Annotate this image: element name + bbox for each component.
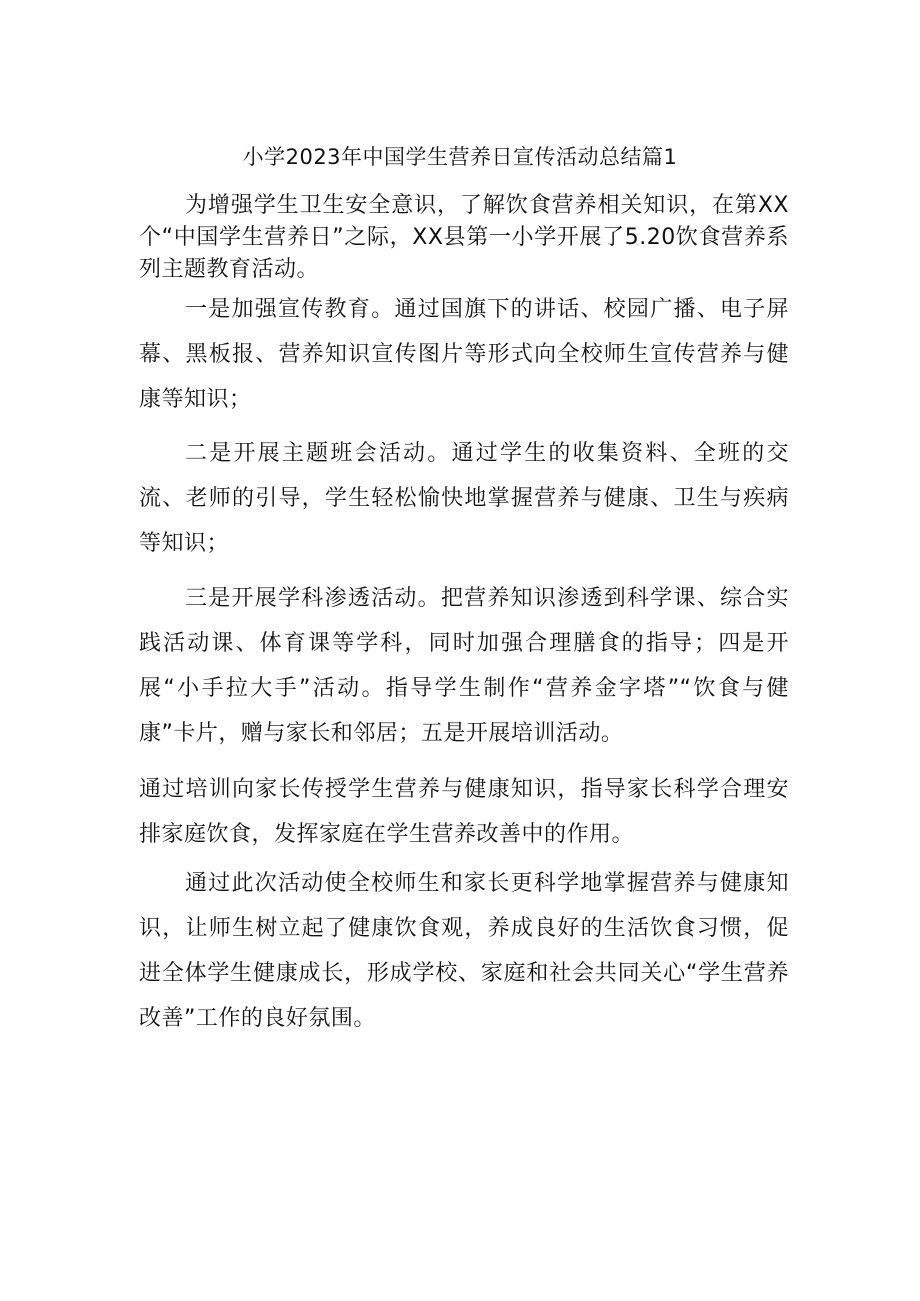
paragraph-subject-activities: 三是开展学科渗透活动。把营养知识渗透到科学课、综合实践活动课、体育课等学科，同时加强合理膳食的指导；四是开展“小手拉大手”活动。指导学生制作“营养金字塔”“饮食与健康”卡片，赠与家长和邻居；五是开展培训活动。: [139, 586, 789, 746]
paragraph-class-meeting: 二是开展主题班会活动。通过学生的收集资料、全班的交流、老师的引导，学生轻松愉快地掌握营养与健康、卫生与疾病等知识；: [139, 441, 789, 556]
paragraph-publicity: 一是加强宣传教育。通过国旗下的讲话、校园广播、电子屏幕、黑板报、营养知识宣传图片等形式向全校师生宣传营养与健康等知识；: [139, 297, 789, 412]
document-title: 小学2023年中国学生营养日宣传活动总结篇1: [242, 145, 678, 169]
paragraph-intro: 为增强学生卫生安全意识，了解饮食营养相关知识，在第XX个“中国学生营养日”之际，XX县第一小学开展了5.20饮食营养系列主题教育活动。: [139, 193, 789, 282]
paragraph-parent-training: 通过培训向家长传授学生营养与健康知识，指导家长科学合理安排家庭饮食，发挥家庭在学生营养改善中的作用。: [139, 777, 789, 847]
paragraph-conclusion: 通过此次活动使全校师生和家长更科学地掌握营养与健康知识，让师生树立起了健康饮食观，养成良好的生活饮食习惯，促进全体学生健康成长，形成学校、家庭和社会共同关心“学生营养改善”工作的良好氛围。: [139, 871, 789, 1031]
